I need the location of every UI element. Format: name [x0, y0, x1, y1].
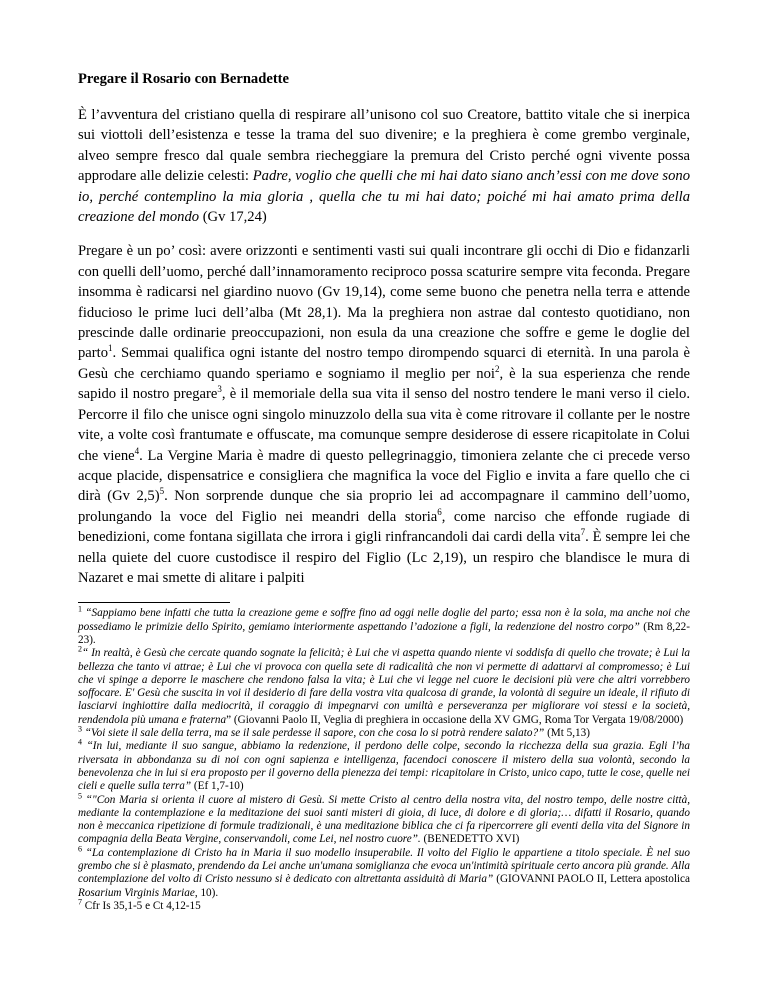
paragraph-2-text: , come narciso che effonde rugiade di benedizioni, come fontana sigillata che irrora i gigli rinfrancandoli dai cardi della vita: [78, 508, 691, 546]
footnote-ref-7[interactable]: 7: [580, 527, 586, 538]
footnote-number: 5: [78, 790, 82, 800]
footnote-quote: “La contemplazione di Cristo ha in Maria il suo modello insuperabile. Il volto del Figlio le appartiene a titolo speciale. È nel suo grembo che si è plasmato, prendendo da Lei anche un'umana somiglianza che evoca un'intimità spirituale certo ancora più grande. Alla contemplazione del volto di Cristo nessuno si è dedicato con altrettanta assiduità di Maria”: [78, 846, 690, 886]
footnote-3: [78, 724, 690, 740]
paragraph-2-text: . È sempre lei che nella quiete del cuore custodisce il respiro del Figlio (Lc 2,19), un respiro che blandisce le mura di Nazaret e mai smette di alitare i palpiti: [78, 529, 691, 586]
paragraph-2-text: Pregare è un po’ così: avere orizzonti e sentimenti vasti sui quali incontrare gli occhi di Dio e fidanzarli con quelli dell’uomo, perché dall’innamoramento reciproco possa scaturire sempre vita feconda. Pregare insomma è radicarsi nel giardino nuovo (Gv 19,14), come seme buono che penetra nella terra e attende fiducioso le prime luci dell’alba (Mt 28,1). Ma la preghiera non astrae dal contesto quotidiano, non prescinde dalle ordinarie preoccupazioni, non esula da una creazione che soffre e geme le doglie del parto: [78, 243, 690, 362]
footnotes: [78, 604, 690, 913]
footnote-number: 4: [78, 737, 82, 747]
document-page: [78, 70, 690, 913]
footnote-ref: (Mt 5,13): [544, 727, 590, 740]
footnote-number: 2: [78, 644, 82, 654]
paragraph-2-text: . La Vergine Maria è madre di questo pellegrinaggio, timoniera zelante che ci precede verso acque placide, dispensatrice e consigliera che magnifica la voce del Figlio e invita a fare quello che ci dirà (Gv 2,5): [78, 447, 690, 505]
footnote-ref-6[interactable]: 6: [437, 506, 442, 517]
footnote-ref-1[interactable]: 1: [108, 343, 113, 354]
footnote-ref: (Ef 1,7-10): [191, 780, 244, 793]
footnote-number: 7: [78, 897, 82, 907]
footnote-5: [78, 790, 690, 847]
footnote-ref-4[interactable]: 4: [134, 445, 140, 456]
footnote-2: [78, 644, 690, 727]
footnote-ref-2[interactable]: 2: [494, 364, 500, 375]
paragraph-2-text: . Non sorprende dunque che sia proprio lei ad accompagnare il cammino dell’uomo, prolungando la voce del Figlio nei meandri della storia: [78, 488, 690, 525]
footnote-ref-title: Rosarium Virginis Mariae: [78, 886, 195, 899]
footnote-quote: “"Con Maria si orienta il cuore al mistero di Gesù. Si mette Cristo al centro della nostra vita, del nostro tempo, delle nostre città, mediante la contemplazione e la meditazione dei suoi santi misteri di gioia, di luce, di dolore e di gloria;… difatti il Rosario, quando non è meccanica ripetizione di formule tradizionali, è una meditazione biblica che ci fa ripercorrere gli eventi della vita del Signore in compagnia della Beata Vergine, conservandoli, come Lei, nel nostro cuore”.: [78, 793, 690, 846]
paragraph-1-text: È l’avventura del cristiano quella di respirare all’unisono col suo Creatore, battito vitale che si inerpica sui viottoli dell’esistenza e tesse la trama del suo divenire; e la preghiera è come grembo verginale, alveo sempre fresco dal quale sembra riecheggiare la premura del Cristo perché ogni vivente possa approdare alle delizie celesti:: [78, 107, 690, 185]
footnote-ref-3[interactable]: 3: [217, 384, 222, 395]
footnote-ref-5[interactable]: 5: [159, 486, 165, 497]
footnote-4: [78, 737, 690, 793]
footnote-ref: (Rm 8,22-23).: [78, 620, 690, 646]
paragraph-1-quote: Padre, voglio che quelli che mi hai dato siano anch’essi con me dove sono io, perché contemplino la mia gloria , quella che tu mi hai dato; poiché mi hai amato prima della creazione del mondo: [78, 168, 690, 226]
footnote-number: 6: [78, 843, 82, 853]
footnote-7: [78, 897, 690, 913]
paragraph-2: [78, 241, 690, 588]
footnote-number: 3: [78, 724, 82, 734]
footnote-quote: “Sappiamo bene infatti che tutta la creazione geme e soffre fino ad oggi nelle doglie del parto; essa non è la sola, ma anche noi che possediamo le primizie dello Spirito, gemiamo interiormente aspettando l’adozione a figli, la redenzione del nostro corpo”: [78, 607, 690, 633]
document-title: Pregare il Rosario con Bernadette: [78, 71, 290, 87]
paragraph-1-ref: (Gv 17,24): [199, 209, 267, 226]
footnote-6: [78, 843, 690, 900]
footnote-quote: “In lui, mediante il suo sangue, abbiamo la redenzione, il perdono delle colpe, secondo la ricchezza della sua grazia. Egli l’ha riversata in abbondanza su di noi con ogni sapienza e intelligenza, facendoci conoscere il mistero della sua volontà, secondo la benevolenza che in lui si era proposto per il governo della pienezza dei tempi: ricapitolare in Cristo, unico capo, tutte le cose, quelle nei cieli e quelle sulla terra”: [78, 740, 690, 793]
paragraph-2-text: . Semmai qualifica ogni istante del nostro tempo dirompendo squarci di eternità. In una parola è Gesù che cerchiamo quando speriamo e sogniamo il meglio per noi: [78, 345, 690, 382]
paragraph-2-text: , è la sua esperienza che rende sapido il nostro pregare: [78, 365, 690, 403]
footnote-ref: (GIOVANNI PAOLO II, Lettera apostolica: [493, 873, 690, 886]
footnote-number: 1: [78, 604, 82, 614]
footnote-ref: (BENEDETTO XVI): [420, 833, 520, 846]
footnote-ref: , 10).: [194, 886, 219, 899]
footnote-quote: “Voi siete il sale della terra, ma se il sale perdesse il sapore, con che cosa lo si potrà rendere salato?”: [82, 727, 545, 740]
paragraph-1: [78, 105, 690, 227]
paragraph-2-text: , è il memoriale della sua vita il senso del nostro tendere le mani verso il cielo. Percorre il filo che unisce ogni singolo minuzzolo della sua vita è come ritrovare il collante per le nostre vite, a volte così frantumate e offuscate, ma comunque sempre desiderose di essere ricapitolate in Colui che viene: [78, 386, 690, 464]
footnote-separator: [78, 602, 230, 603]
footnote-ref: ” (Giovanni Paolo II, Veglia di preghiera in occasione della XV GMG, Roma Tor Vergata 19/08/2000): [226, 713, 684, 726]
footnote-text: Cfr Is 35,1-5 e Ct 4,12-15: [82, 899, 201, 912]
footnote-quote: “ In realtà, è Gesù che cercate quando sognate la felicità; è Lui che vi aspetta quando niente vi soddisfa di quello che trovate; è Lui la bellezza che tanto vi attrae; è Lui che vi provoca con quella sete di radicalità che non vi permette di adattarvi al compromesso; è Lui che vi spinge a deporre le maschere che rendono falsa la vita; è Lui che vi legge nel cuore le decisioni più vere che altri vorrebbero soffocare. E' Gesù che suscita in voi il desiderio di fare della vostra vita qualcosa di grande, la volontà di seguire un ideale, il rifiuto di lasciarvi inghiottire dalla mediocrità, il coraggio di impegnarvi con umiltà e perseveranza per migliorare voi stessi e la società, rendendola più umana e fraterna: [78, 647, 690, 726]
footnote-1: [78, 604, 690, 647]
